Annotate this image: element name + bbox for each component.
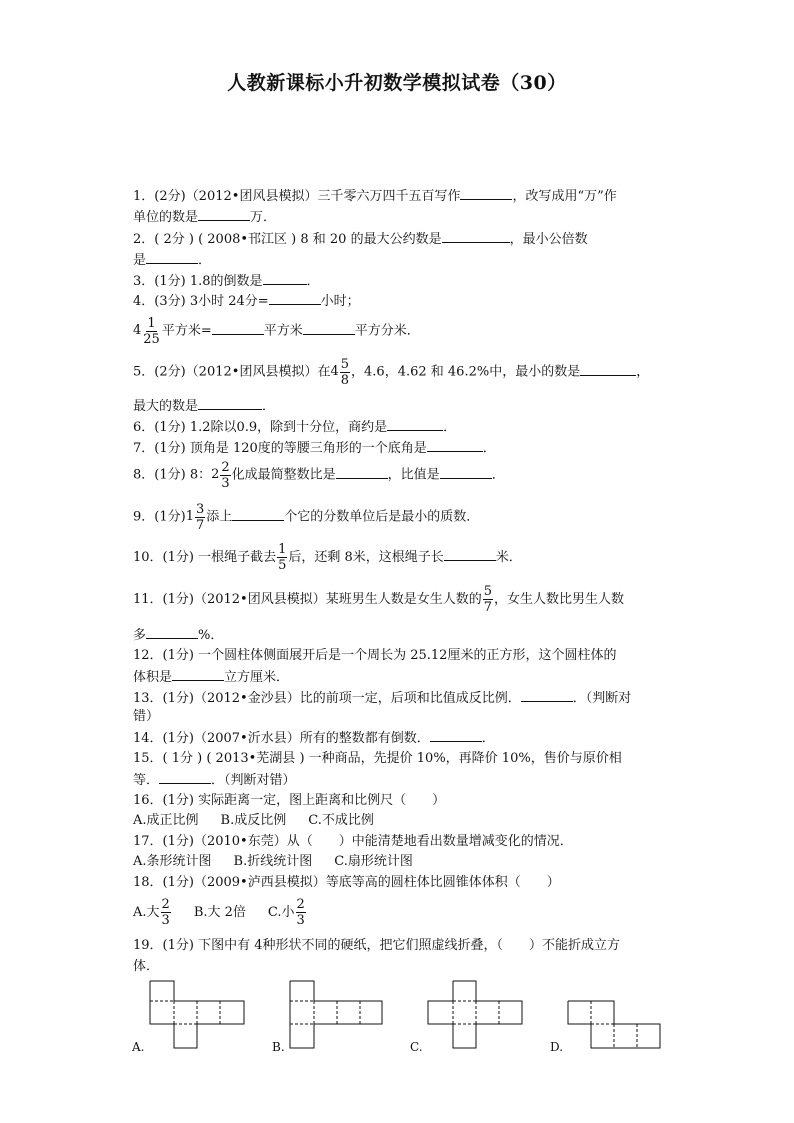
fraction: $\frac{3}{7}$ [195,501,205,533]
net-a[interactable]: A. [130,978,250,1058]
question-12: 12．(1分) 一个圆柱体侧面展开后是一个周长为 25.12厘米的正方形，这个圆柱体的 [133,648,617,663]
question-11-line2: 多 %． [133,624,223,646]
net-a-drawing [130,978,250,1053]
answer-blank[interactable] [387,416,443,431]
question-18-options [133,896,329,930]
question-19: 19．(1分) 下图中有 4种形状不同的硬纸，把它们照虚线折叠，（ ）不能折成立方 [133,938,620,953]
answer-blank[interactable] [444,546,496,561]
option-b[interactable]: B.成反比例 [220,813,287,828]
question-17-options [133,851,435,872]
question-2-line2: 是 ． [133,249,211,271]
question-4: 4．(3分) 3小时 24分= 小时； [133,290,360,312]
answer-blank[interactable] [269,290,321,305]
question-16-options [133,810,396,831]
fraction: $\frac{2}{3}$ [161,897,170,928]
fraction: $\frac{5}{7}$ [483,584,492,615]
question-2: 2．( 2分 ) ( 2008•邗江区 ) 8 和 20 的最大公约数是 ，最小公倍数 [133,228,588,250]
answer-blank[interactable] [336,464,388,479]
option-c[interactable]: C.小 $\frac{2}{3}$ [267,897,305,928]
net-c-drawing [408,978,528,1053]
fraction: $\frac{2}{3}$ [296,897,305,928]
question-1-line2: 单位的数是 万． [133,206,276,228]
fraction: $\frac{2}{3}$ [221,459,230,491]
answer-blank[interactable] [159,769,211,784]
answer-blank[interactable] [198,206,250,221]
question-15: 15．( 1分 ) ( 2013•芜湖县 ) 一种商品，先提价 10%，再降价 10%，售价与原价相 [133,751,622,766]
question-5-line2: 最大的数是 ． [133,395,275,417]
fraction: $\frac{5}{8}$ [340,356,350,388]
option-a[interactable]: A.条形统计图 [133,854,212,869]
question-18: 18．(1分)（2009•泸西县模拟）等底等高的圆柱体比圆锥体体积（ ） [133,875,560,890]
answer-blank[interactable] [440,464,492,479]
option-b[interactable]: B.大 2倍 [193,905,246,920]
question-12-line2: 体积是 立方厘米． [133,666,289,688]
question-9: 9．(1分)1 $\frac{3}{7}$ 添上 个它的分数单位后是最小的质数． [133,501,480,533]
question-11: 11．(1分)（2012•团风县模拟）某班男生人数是女生人数的 $\frac{5}{7}$ ，女生人数比男生人数 [133,584,625,615]
answer-blank[interactable] [427,437,483,452]
answer-blank[interactable] [198,395,262,410]
question-8: 8．(1分) 8：2 $\frac{2}{3}$ 化成最简整数比是 ，比值是 ． [133,459,505,491]
fraction: $\frac{1}{5}$ [278,542,287,573]
net-c[interactable]: C. [408,978,528,1058]
cube-nets-figure [130,978,670,1058]
answer-blank[interactable] [212,320,264,335]
answer-blank[interactable] [146,624,198,639]
net-d-drawing [548,978,668,1053]
option-c[interactable]: C.扇形统计图 [334,854,413,869]
net-b[interactable]: B. [270,978,390,1058]
answer-blank[interactable] [172,666,224,681]
question-4-line2: 4 $\frac{1}{25}$ 平方米= 平方米 平方分米． [133,315,420,347]
option-c[interactable]: C.不成比例 [308,813,374,828]
question-6: 6．(1分) 1.2除以0.9，除到十分位，商约是 ． [133,416,456,438]
question-15-line2: 等． ．（判断对错） [133,769,296,791]
answer-blank[interactable] [263,270,307,285]
question-19-line2: 体． [133,959,160,974]
answer-blank[interactable] [521,687,573,702]
option-a[interactable]: A.大 $\frac{2}{3}$ [133,897,170,928]
question-16: 16．(1分) 实际距离一定，图上距离和比例尺（ ） [133,793,446,808]
option-a[interactable]: A.成正比例 [133,813,199,828]
option-b[interactable]: B.折线统计图 [233,854,313,869]
answer-blank[interactable] [430,727,482,742]
page-title: 人教新课标小升初数学模拟试卷（30） [227,72,567,94]
question-13-line2: 错） [133,709,160,724]
question-13: 13．(1分)（2012•金沙县）比的前项一定，后项和比值成反比例． ．（判断对 [133,687,631,709]
net-d[interactable]: D. [548,978,668,1058]
fraction: $\frac{1}{25}$ [143,315,160,347]
question-5: 5．(2分)（2012•团风县模拟）在4 $\frac{5}{8}$ ，4.6，4.62 和 46.2%中，最小的数是 ， [133,356,650,388]
question-7: 7．(1分) 顶角是 120度的等腰三角形的一个底角是 ． [133,437,496,459]
answer-blank[interactable] [460,185,512,200]
answer-blank[interactable] [303,320,355,335]
question-17: 17．(1分)（2010•东莞）从（ ）中能清楚地看出数量增减变化的情况． [133,834,573,849]
answer-blank[interactable] [580,361,636,376]
answer-blank[interactable] [232,506,284,521]
question-1: 1．(2分)（2012•团风县模拟）三千零六万四千五百写作 ，改写成用“万”作 [133,185,617,207]
question-3: 3．(1分) 1.8的倒数是 ． [133,270,320,292]
answer-blank[interactable] [442,228,510,243]
answer-blank[interactable] [146,249,198,264]
question-14: 14．(1分)（2007•沂水县）所有的整数都有倒数． ． [133,727,495,749]
net-b-drawing [270,978,390,1053]
question-10: 10．(1分) 一根绳子截去 $\frac{1}{5}$ 后，还剩 8米，这根绳子长 米． [133,542,522,573]
